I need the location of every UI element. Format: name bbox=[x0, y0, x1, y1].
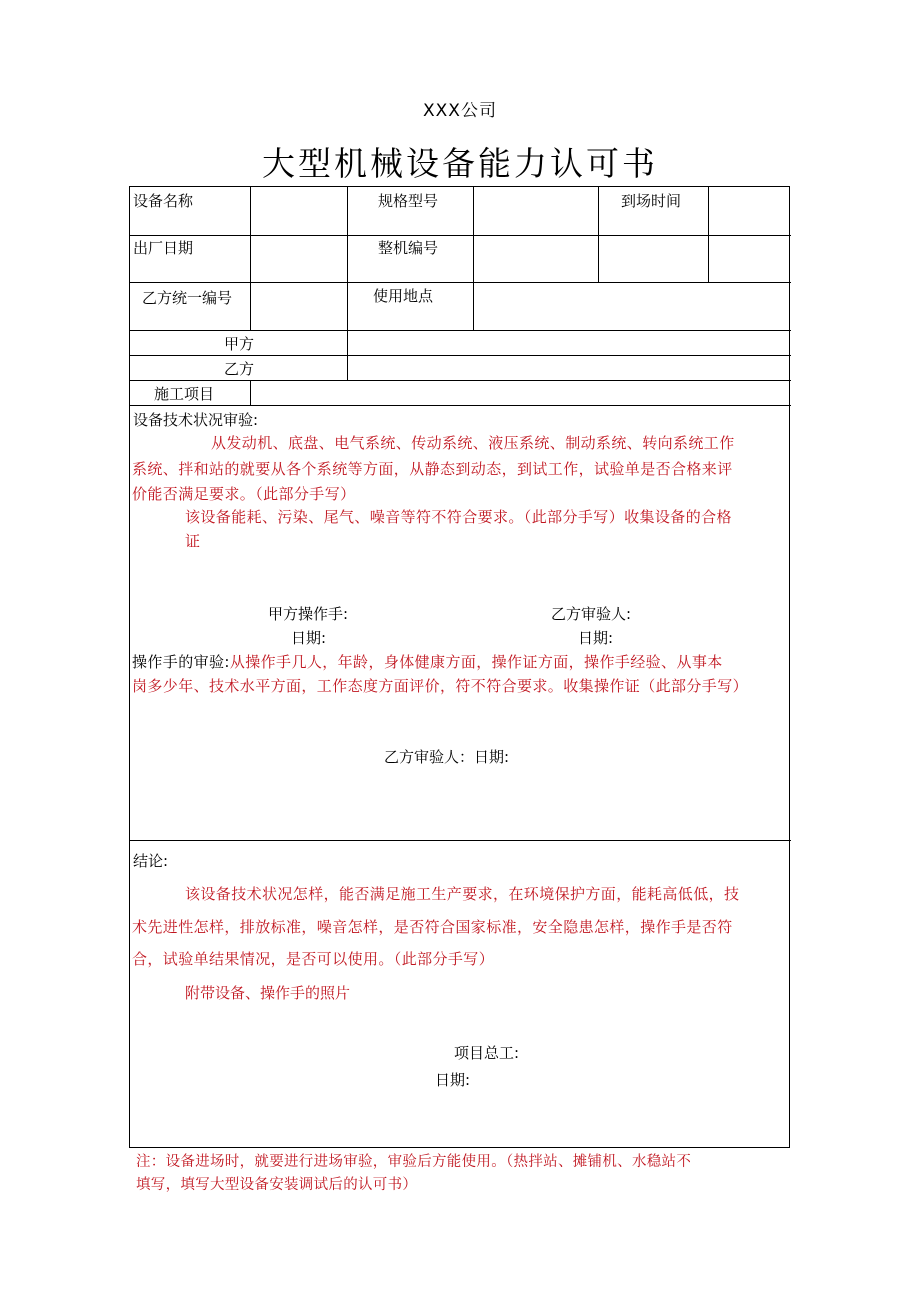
column-divider bbox=[347, 187, 348, 380]
row-divider bbox=[130, 380, 791, 381]
tech-inspection-text: 该设备能耗、污染、尾气、噪音等符不符合要求。（此部分手写）收集设备的合格 bbox=[185, 508, 732, 526]
operator-signature-label: 乙方审验人：日期: bbox=[384, 748, 510, 766]
conclusion-text: 术先进性怎样，排放标准，噪音怎样，是否符合国家标准，安全隐患怎样，操作手是否符 bbox=[132, 918, 733, 936]
project-label: 施工项目 bbox=[154, 385, 215, 403]
chief-engineer-label: 项目总工: bbox=[454, 1044, 520, 1062]
column-divider bbox=[250, 380, 251, 405]
party-a-label: 甲方 bbox=[224, 335, 255, 353]
date-label: 日期: bbox=[291, 629, 327, 647]
party-b-unified-number-label: 乙方统一编号 bbox=[142, 289, 233, 307]
footnote-line: 填写，填写大型设备安装调试后的认可书） bbox=[136, 1177, 418, 1193]
row-divider bbox=[130, 405, 791, 406]
tech-inspection-heading: 设备技术状况审验: bbox=[133, 411, 259, 429]
row-divider bbox=[130, 235, 791, 236]
footnote bbox=[136, 1151, 790, 1197]
approval-form bbox=[129, 186, 790, 1148]
party-a-operator-label: 甲方操作手: bbox=[268, 605, 349, 623]
usage-location-label: 使用地点 bbox=[373, 287, 434, 305]
attachment-text: 附带设备、操作手的照片 bbox=[185, 984, 351, 1002]
machine-number-label: 整机编号 bbox=[378, 239, 439, 257]
operator-inspection-text: 岗多少年、技术水平方面，工作态度方面评价，符不符合要求。收集操作证（此部分手写） bbox=[132, 677, 749, 695]
row-divider bbox=[130, 355, 791, 356]
spec-model-label: 规格型号 bbox=[378, 192, 439, 210]
tech-inspection-text: 系统、拌和站的就要从各个系统等方面，从静态到动态，到试工作，试验单是否合格来评 bbox=[132, 460, 733, 478]
section-divider bbox=[130, 840, 791, 841]
date-label: 日期: bbox=[578, 629, 614, 647]
tech-inspection-text: 从发动机、底盘、电气系统、传动系统、液压系统、制动系统、转向系统工作 bbox=[211, 434, 735, 452]
arrival-time-label: 到场时间 bbox=[621, 192, 682, 210]
column-divider bbox=[473, 187, 474, 330]
tech-inspection-text: 价能否满足要求。（此部分手写） bbox=[132, 485, 356, 503]
date-label: 日期: bbox=[435, 1071, 471, 1089]
conclusion-text: 该设备技术状况怎样，能否满足施工生产要求，在环境保护方面，能耗高低低，技 bbox=[185, 885, 740, 903]
conclusion-text: 合，试验单结果情况，是否可以使用。（此部分手写） bbox=[132, 950, 495, 968]
row-divider bbox=[130, 282, 791, 283]
party-b-inspector-label: 乙方审验人: bbox=[551, 605, 632, 623]
column-divider bbox=[250, 187, 251, 330]
footnote-line: 注：设备进场时，就要进行进场审验，审验后方能使用。（热拌站、摊铺机、水稳站不 bbox=[136, 1154, 692, 1170]
column-divider bbox=[708, 187, 709, 282]
tech-inspection-text: 证 bbox=[185, 532, 201, 550]
operator-inspection-line bbox=[132, 652, 723, 672]
factory-date-label: 出厂日期 bbox=[133, 239, 194, 257]
operator-inspection-text: 从操作手几人，年龄，身体健康方面，操作证方面，操作手经验、从事本 bbox=[229, 653, 723, 671]
page-title: 大型机械设备能力认可书 bbox=[262, 144, 658, 183]
equipment-name-label: 设备名称 bbox=[133, 192, 194, 210]
operator-inspection-heading: 操作手的审验: bbox=[132, 653, 230, 671]
conclusion-heading: 结论: bbox=[133, 852, 169, 870]
party-b-label: 乙方 bbox=[224, 360, 255, 378]
column-divider bbox=[598, 187, 599, 282]
row-divider bbox=[130, 330, 791, 331]
company-name: XXX公司 bbox=[423, 101, 497, 121]
